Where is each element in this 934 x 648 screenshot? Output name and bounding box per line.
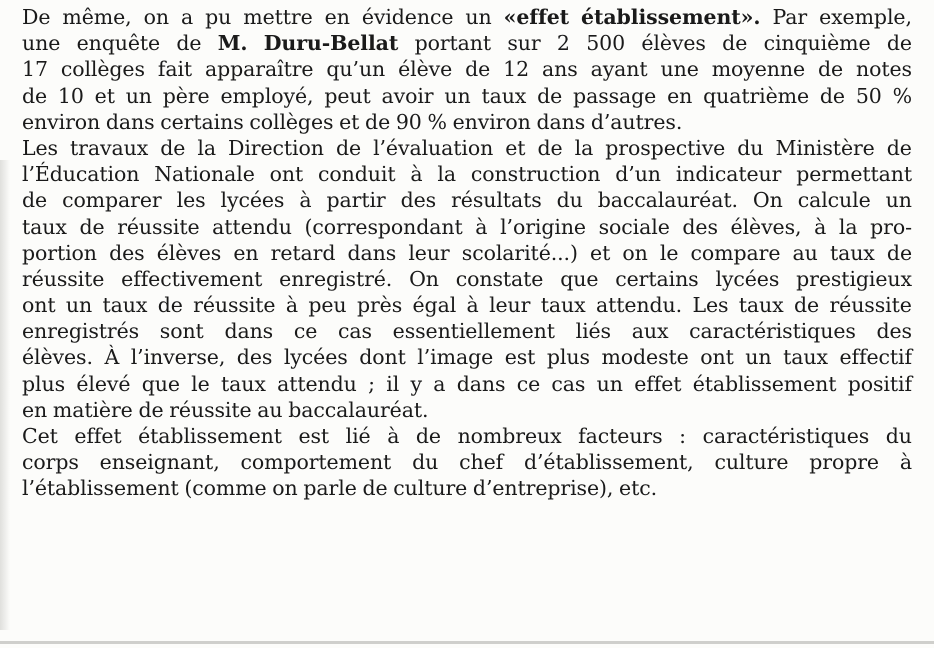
- text-line: l’établissement (comme on parle de culture d’entreprise), etc.: [22, 476, 658, 501]
- text-line: Les travaux de la Direction de l’évaluation et de la prospective du Ministère de: [22, 135, 912, 160]
- text-line: Cet effet établissement est lié à de nombreux facteurs : caractéristiques du: [22, 424, 912, 448]
- text-line: plus élevé que le taux attendu ; il y a dans ce cas un effet établissement positif: [22, 371, 912, 396]
- text-line: 17 collèges fait apparaître qu’un élève de 12 ans ayant une moyenne de notes: [22, 57, 912, 82]
- text-line: une enquête de M. Duru-Bellat portant sur 2 500 élèves de cinquième de: [22, 31, 912, 56]
- text-line: ont un taux de réussite à peu près égal à leur taux attendu. Les taux de réussite: [22, 293, 912, 318]
- text-line: de 10 et un père employé, peut avoir un taux de passage en quatrième de 50 %: [22, 83, 912, 108]
- text-line: De même, on a pu mettre en évidence un «effet établissement». Par exemple,: [22, 5, 912, 29]
- text-line: de comparer les lycées à partir des résultats du baccalauréat. On calcule un: [22, 188, 912, 213]
- paragraph-3: [22, 423, 912, 502]
- paragraph-2: [22, 135, 912, 423]
- document-body: [22, 4, 912, 502]
- text-line: enregistrés sont dans ce cas essentiellement liés aux caractéristiques des: [22, 319, 912, 344]
- scan-edge-shadow: [0, 160, 10, 630]
- text-line: corps enseignant, comportement du chef d’établissement, culture propre à: [22, 450, 912, 475]
- paragraph-1: [22, 4, 912, 135]
- text-line: réussite effectivement enregistré. On constate que certains lycées prestigieux: [22, 266, 912, 291]
- text-line: taux de réussite attendu (correspondant à l’origine sociale des élèves, à la pro-: [22, 214, 912, 239]
- text-line: environ dans certains collèges et de 90 % environ dans d’autres.: [22, 109, 683, 134]
- text-line: portion des élèves en retard dans leur scolarité...) et on le compare au taux de: [22, 240, 912, 265]
- text-line: en matière de réussite au baccalauréat.: [22, 397, 429, 422]
- text-line: élèves. À l’inverse, des lycées dont l’image est plus modeste ont un taux effectif: [22, 345, 912, 370]
- text-line: l’Éducation Nationale ont conduit à la construction d’un indicateur permettant: [22, 162, 912, 187]
- page-bottom-rule: [0, 641, 934, 644]
